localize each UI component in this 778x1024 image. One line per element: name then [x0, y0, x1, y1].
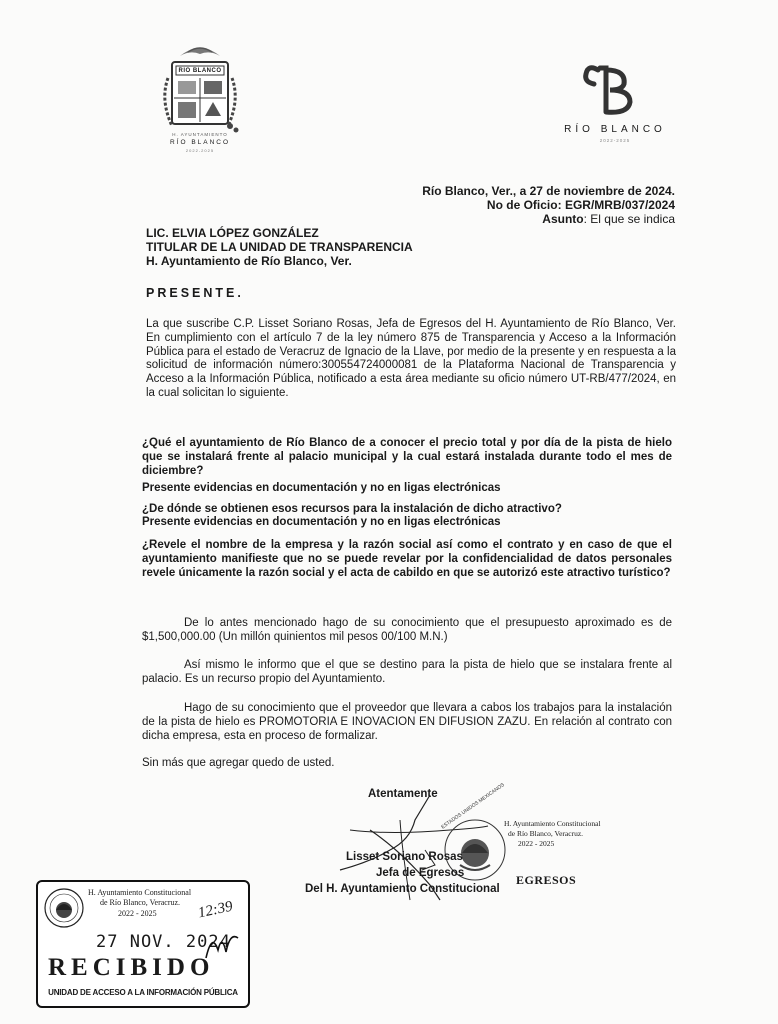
- received-footer: UNIDAD DE ACCESO A LA INFORMACIÓN PÚBLICA: [48, 988, 238, 997]
- question-1-evidence: Presente evidencias en documentación y no en ligas electrónicas: [142, 482, 501, 494]
- received-line2: de Río Blanco, Veracruz.: [100, 898, 181, 907]
- dept-seal-line1: H. Ayuntamiento Constitucional: [504, 819, 601, 828]
- dept-seal-arc: ESTADOS UNIDOS MEXICANOS: [440, 782, 506, 831]
- signer-org: Del H. Ayuntamiento Constitucional: [305, 883, 500, 895]
- answer-3: Hago de su conocimiento que el proveedor que llevara a cabos los trabajos para la instalación de la pista de hielo es PROMOTORIA E INOVACION EN DIFUSION ZAZU. En relación al contrato con dicha empresa, esta en proceso de formalizar.: [142, 702, 672, 742]
- question-2-evidence: Presente evidencias en documentación y no en ligas electrónicas: [142, 516, 501, 528]
- received-handwritten-time: 12:39: [196, 898, 235, 922]
- logo-caption-3: 2022-2025: [185, 148, 215, 153]
- received-word: RECIBIDO: [48, 954, 215, 981]
- recipient-title: TITULAR DE LA UNIDAD DE TRANSPARENCIA: [146, 240, 413, 254]
- right-logo-years: 2022-2025: [599, 138, 631, 143]
- received-stamp-seal-icon: [42, 886, 86, 930]
- greeting: PRESENTE.: [146, 286, 244, 300]
- asunto-value: : El que se indica: [583, 212, 675, 226]
- asunto-label: Asunto: [542, 212, 584, 226]
- coat-of-arms-icon: [150, 38, 250, 138]
- atentamente: Atentamente: [368, 788, 438, 800]
- answer-1: De lo antes mencionado hago de su conocimiento que el presupuesto aproximado es de $1,500,000.00 (Un millón quinientos mil pesos 00/100 M.N.): [142, 617, 672, 643]
- asunto-line: [300, 213, 675, 227]
- right-logo: [540, 60, 690, 150]
- recipient-name: LIC. ELVIA LÓPEZ GONZÁLEZ: [146, 226, 319, 240]
- recipient-org: H. Ayuntamiento de Río Blanco, Ver.: [146, 254, 352, 268]
- received-date: 27 NOV. 2024: [96, 932, 231, 952]
- place-date: Río Blanco, Ver., a 27 de noviembre de 2024.: [422, 184, 675, 198]
- received-line1: H. Ayuntamiento Constitucional: [88, 888, 192, 897]
- right-logo-name: RÍO BLANCO: [564, 124, 666, 135]
- logo-caption-1: H. AYUNTAMIENTO: [172, 132, 228, 137]
- rb-monogram-icon: [540, 60, 690, 118]
- signer-title: Jefa de Egresos: [376, 867, 465, 879]
- question-2: ¿De dónde se obtienen esos recursos para la instalación de dicho atractivo?: [142, 503, 562, 515]
- received-stamp: [36, 880, 250, 1008]
- left-logo: [150, 38, 250, 160]
- question-1: ¿Qué el ayuntamiento de Río Blanco de a conocer el precio total y por día de la pista de hielo que se instalará frente al palacio municipal y la cual estará instalada durante todo el mes de diciembre?: [142, 437, 672, 477]
- answer-2: Así mismo le informo que el que se destino para la pista de hielo que se instalara frente al palacio. Es un recurso propio del Ayuntamiento.: [142, 659, 672, 685]
- signer-name: Lisset Soriano Rosas: [346, 851, 463, 863]
- received-line3: 2022 - 2025: [118, 909, 157, 918]
- dept-seal-line3: 2022 - 2025: [518, 839, 555, 848]
- oficio-value: EGR/MRB/037/2024: [564, 198, 675, 212]
- logo-banner: RIO BLANCO: [178, 68, 222, 74]
- dept-seal-line2: de Río Blanco, Veracruz.: [508, 829, 584, 838]
- closing-line: Sin más que agregar quedo de usted.: [142, 757, 335, 769]
- oficio-label: No de Oficio:: [486, 198, 562, 212]
- dept-seal-dept: EGRESOS: [516, 873, 577, 887]
- oficio-line: [300, 199, 675, 213]
- question-3: ¿Revele el nombre de la empresa y la razón social así como el contrato y en caso de que el ayuntamiento manifieste que no se puede revelar por la confidencialidad de datos personales revele únicamente la razón social y el acta de cabildo en que se autorizó este atractivo turístico?: [142, 539, 672, 579]
- logo-caption-2: RÍO BLANCO: [169, 139, 231, 146]
- intro-paragraph: La que suscribe C.P. Lisset Soriano Rosas, Jefa de Egresos del H. Ayuntamiento de Río Blanco, Ver. En cumplimiento con el artículo 7 de la ley número 875 de Transparencia y Acceso a la Información Pública para el estado de Veracruz de Ignacio de la Llave, por medio de la presente y en respuesta a la solicitud de información número:300554724000081 de la Plataforma Nacional de Transparencia y Acceso a la Información Pública, notificado a esta área mediante su oficio número UT-RB/477/2024, en la cual solicitan lo siguiente.: [146, 318, 676, 399]
